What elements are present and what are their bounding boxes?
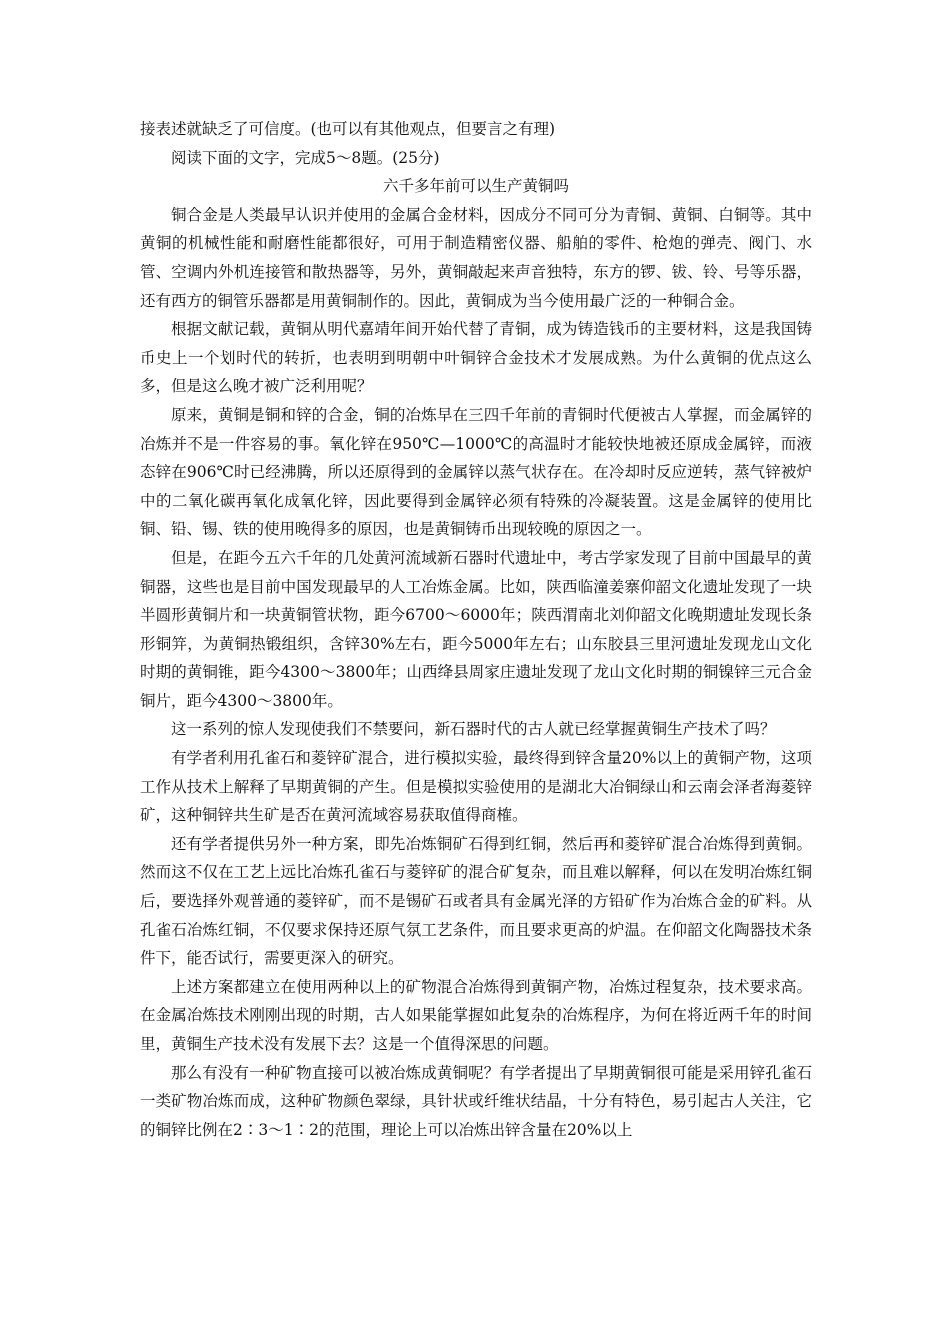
paragraph: 上述方案都建立在使用两种以上的矿物混合冶炼得到黄铜产物，冶炼过程复杂，技术要求高。在金属冶炼技术刚刚出现的时期，古人如果能掌握如此复杂的冶炼程序，为何在将近两千年的时间里，黄铜生产技术没有发展下去？这是一个值得深思的问题。 — [140, 977, 812, 1053]
paragraph: 原来，黄铜是铜和锌的合金，铜的冶炼早在三四千年前的青铜时代便被古人掌握，而金属锌的冶炼并不是一件容易的事。氧化锌在950℃—1000℃的高温时才能较快地被还原成金属锌，而液态锌在906℃时已经沸腾，所以还原得到的金属锌以蒸气状存在。在冷却时反应逆转，蒸气锌被炉中的二氧化碳再氧化成氧化锌，因此要得到金属锌必须有特殊的冷凝装置。这是金属锌的使用比铜、铅、锡、铁的使用晚得多的原因，也是黄铜铸币出现较晚的原因之一。 — [140, 405, 812, 539]
paragraph: 有学者利用孔雀石和菱锌矿混合，进行模拟实验，最终得到锌含量20%以上的黄铜产物，这项工作从技术上解释了早期黄铜的产生。但是模拟实验使用的是湖北大冶铜绿山和云南会泽者海菱锌矿，这种铜锌共生矿是否在黄河流域容易获取值得商榷。 — [140, 749, 812, 825]
paragraph: 但是，在距今五六千年的几处黄河流域新石器时代遗址中，考古学家发现了目前中国最早的黄铜器，这些也是目前中国发现最早的人工冶炼金属。比如，陕西临潼姜寨仰韶文化遗址发现了一块半圆形黄铜片和一块黄铜管状物，距今6700～6000年；陕西渭南北刘仰韶文化晚期遗址发现长条形铜笄，为黄铜热锻组织，含锌30%左右，距今5000年左右；山东胶县三里河遗址发现龙山文化时期的黄铜锥，距今4300～3800年；山西绛县周家庄遗址发现了龙山文化时期的铜镍锌三元合金铜片，距今4300～3800年。 — [140, 548, 812, 710]
paragraph: 还有学者提供另外一种方案，即先冶炼铜矿石得到红铜，然后再和菱锌矿混合冶炼得到黄铜。然而这不仅在工艺上远比冶炼孔雀石与菱锌矿的混合矿复杂，而且难以解释，何以在发明冶炼红铜后，要选择外观普通的菱锌矿，而不是锡矿石或者具有金属光泽的方铅矿作为冶炼合金的矿料。从孔雀石冶炼红铜，不仅要求保持还原气氛工艺条件，而且要求更高的炉温。在仰韶文化陶器技术条件下，能否试行，需要更深入的研究。 — [140, 834, 812, 968]
instruction: 阅读下面的文字，完成5～8题。(25分) — [171, 148, 440, 167]
document-page — [140, 115, 812, 1144]
paragraph: 铜合金是人类最早认识并使用的金属合金材料，因成分不同可分为青铜、黄铜、白铜等。其中黄铜的机械性能和耐磨性能都很好，可用于制造精密仪器、船舶的零件、枪炮的弹壳、阀门、水管、空调内外机连接管和散热器等，另外，黄铜敲起来声音独特，东方的锣、钹、铃、号等乐器，还有西方的铜管乐器都是用黄铜制作的。因此，黄铜成为当今使用最广泛的一种铜合金。 — [140, 205, 812, 310]
lead-line: 接表述就缺乏了可信度。(也可以有其他观点，但要言之有理) — [140, 120, 556, 138]
paragraph: 这一系列的惊人发现使我们不禁要问，新石器时代的古人就已经掌握黄铜生产技术了吗？ — [171, 720, 776, 739]
paragraph: 根据文献记载，黄铜从明代嘉靖年间开始代替了青铜，成为铸造钱币的主要材料，这是我国铸币史上一个划时代的转折，也表明到明朝中叶铜锌合金技术才发展成熟。为什么黄铜的优点这么多，但是这么晚才被广泛利用呢？ — [140, 320, 812, 396]
paragraph: 那么有没有一种矿物直接可以被冶炼成黄铜呢？有学者提出了早期黄铜很可能是采用锌孔雀石一类矿物冶炼而成，这种矿物颜色翠绿，具针状或纤维状结晶，十分有特色，易引起古人关注，它的铜锌比例在2∶3～1∶2的范围，理论上可以冶炼出锌含量在20%以上 — [140, 1063, 812, 1139]
article-title: 六千多年前可以生产黄铜吗 — [382, 177, 569, 196]
